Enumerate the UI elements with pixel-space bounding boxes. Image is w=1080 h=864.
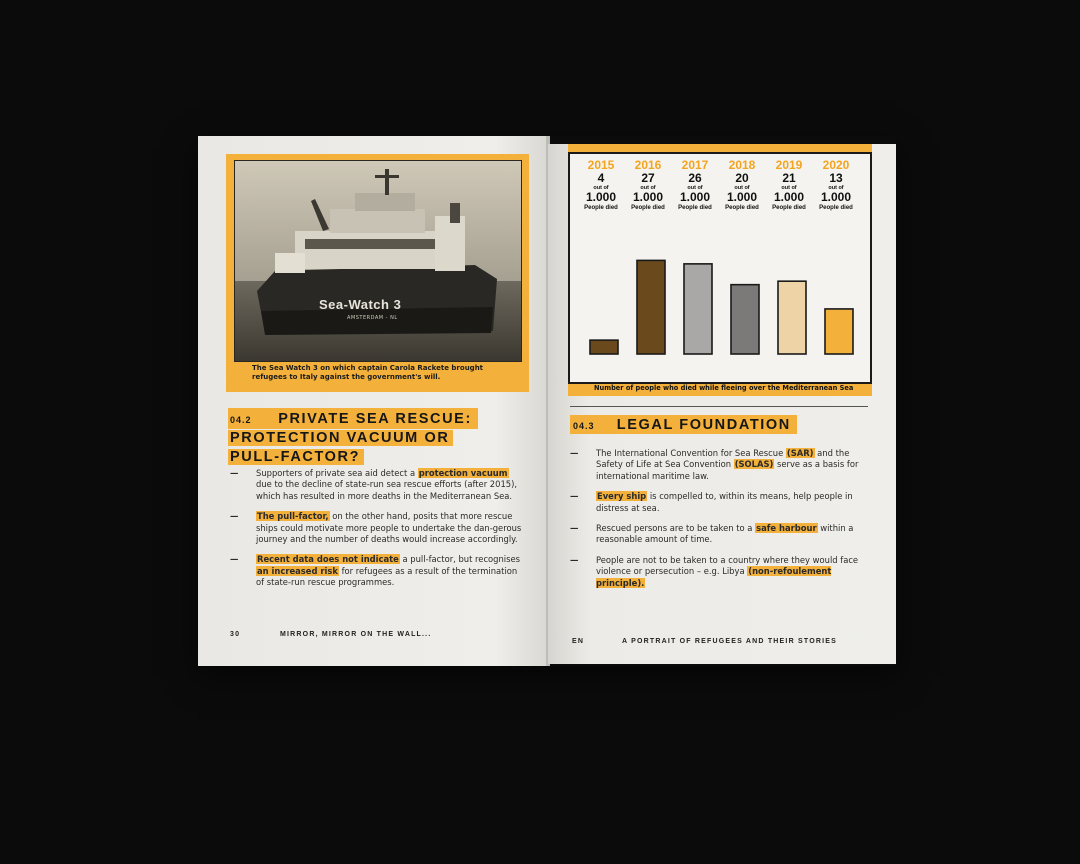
base-label: 1.000 — [632, 190, 664, 204]
bar-2020 — [825, 309, 853, 354]
count-label: 4 — [597, 171, 605, 185]
bar-chart — [570, 154, 870, 382]
page-number: 30 — [230, 631, 241, 638]
section-title-line3: PULL-FACTOR? — [228, 449, 364, 465]
base-label: 1.000 — [679, 190, 711, 204]
unit-label: People died — [631, 205, 665, 211]
ship-name-label: Sea-Watch 3 — [319, 297, 402, 312]
count-label: 13 — [829, 171, 843, 185]
footer-title-left: MIRROR, MIRROR ON THE WALL... — [280, 631, 432, 638]
ship-photo — [234, 160, 522, 362]
year-label: 2020 — [822, 158, 850, 172]
section-heading-04-3 — [570, 416, 797, 435]
count-label: 20 — [735, 171, 749, 185]
list-item: — People are not to be taken to a country where they would face violence or persecution – e.g. Libya (non-refoulement principle). — [570, 554, 859, 588]
count-label: 26 — [688, 171, 702, 185]
section-heading-04-2 — [228, 410, 478, 467]
bar-2016 — [637, 260, 665, 354]
out-of-label: out of — [828, 185, 844, 191]
out-of-label: out of — [593, 185, 609, 191]
out-of-label: out of — [687, 185, 703, 191]
bar-2018 — [731, 285, 759, 354]
section-number: 04.2 — [230, 415, 252, 425]
year-label: 2017 — [681, 158, 709, 172]
unit-label: People died — [819, 205, 853, 211]
ship-port-label: AMSTERDAM - NL — [347, 315, 398, 321]
year-label: 2016 — [634, 158, 662, 172]
list-item: — The International Convention for Sea Rescue (SAR) and the Safety of Life at Sea Convention (SOLAS) serve as a basis for international maritime law. — [570, 448, 859, 481]
base-label: 1.000 — [773, 190, 805, 204]
right-page — [548, 144, 896, 664]
bar-2019 — [778, 281, 806, 354]
year-label: 2015 — [587, 158, 615, 172]
chart-caption: Number of people who died while fleeing over the Mediterranean Sea — [594, 384, 854, 392]
footer-language: EN — [572, 638, 585, 645]
section-title-line2: PROTECTION VACUUM OR — [228, 430, 453, 446]
booklet — [198, 136, 896, 666]
bar-2015 — [590, 340, 618, 354]
count-label: 27 — [641, 171, 655, 185]
unit-label: People died — [678, 205, 712, 211]
list-item: — Every ship is compelled to, within its means, help people in distress at sea. — [570, 491, 853, 513]
left-bullet-list — [230, 468, 526, 598]
base-label: 1.000 — [820, 190, 852, 204]
photo-frame — [226, 154, 529, 392]
unit-label: People died — [584, 205, 618, 211]
section-title: LEGAL FOUNDATION — [616, 417, 791, 433]
unit-label: People died — [772, 205, 806, 211]
base-label: 1.000 — [585, 190, 617, 204]
out-of-label: out of — [734, 185, 750, 191]
footer-title-right: A PORTRAIT OF REFUGEES AND THEIR STORIES — [622, 638, 837, 645]
list-item: — Supporters of private sea aid detect a protection vacuum due to the decline of state-run sea rescue efforts (after 2015), which has resulted in more deaths in the Mediterranean Sea. — [230, 468, 518, 501]
death-rate-chart — [568, 152, 872, 384]
photo-caption: The Sea Watch 3 on which captain Carola Rackete brought refugees to Italy against the government's will. — [252, 364, 484, 381]
unit-label: People died — [725, 205, 759, 211]
divider — [570, 406, 868, 407]
year-label: 2019 — [775, 158, 803, 172]
out-of-label: out of — [640, 185, 656, 191]
list-item: — Recent data does not indicate a pull-factor, but recognises an increased risk for refugees as a result of the termination of state-run rescue programmes. — [230, 554, 521, 588]
count-label: 21 — [782, 171, 796, 185]
right-bullet-list — [570, 448, 870, 598]
bar-2017 — [684, 264, 712, 354]
base-label: 1.000 — [726, 190, 758, 204]
list-item: — The pull-factor, on the other hand, posits that more rescue ships could motivate more people to undertake the dan-gerous journey and the number of deaths would increase accordingly. — [230, 511, 522, 545]
left-page — [198, 136, 548, 666]
year-label: 2018 — [728, 158, 756, 172]
out-of-label: out of — [781, 185, 797, 191]
section-title-line1: PRIVATE SEA RESCUE: — [278, 411, 472, 427]
list-item: — Rescued persons are to be taken to a safe harbour within a reasonable amount of time. — [570, 523, 854, 545]
section-number: 04.3 — [573, 421, 595, 431]
